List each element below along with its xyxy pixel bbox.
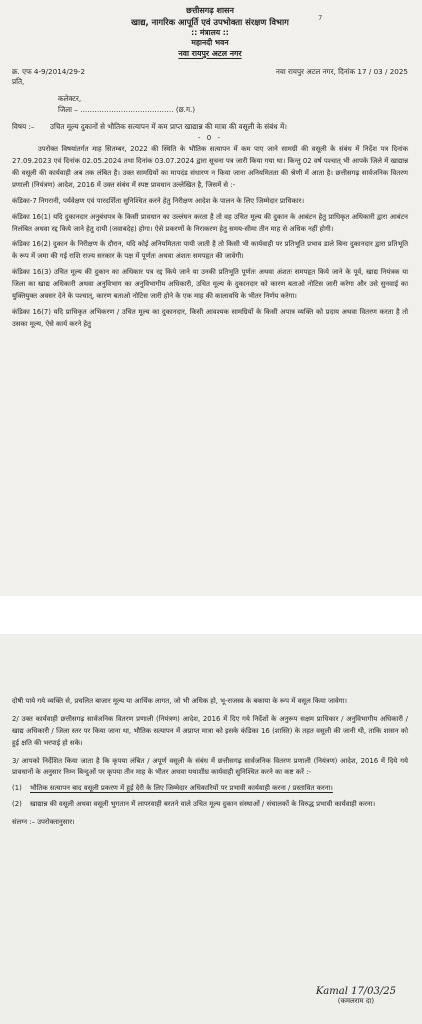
subject-block xyxy=(12,122,408,133)
header-line-4: महानदी भवन xyxy=(191,38,229,48)
paragraph-intro: उपरोक्त विषयांतर्गत माह सितम्बर, 2022 की स्थिति के भौतिक सत्यापन में कम पाए जाने सामग्री की वसूली के संबंध में निर्देश पत्र दिनांक 27.09.2023 एवं दिनांक 02.05.2024 तथा दिनांक 03.07.2024 द्वारा सूचना पत्र जारी किया गया था। किन्तु 02 वर्ष पश्चात् भी आपके जिले में खाद्यान्न की वसूली की कार्यवाही अब तक लंबित है। उक्त सामग्रियों का मापदंड संधारण न किया जाना अनियमितता की श्रेणी में आता है। छत्तीसगढ़ सार्वजनिक वितरण प्रणाली (नियंत्रण) आदेश, 2016 में उक्त संबंध में स्पष्ट प्रावधान उल्लेखित है, जिसमें से :- xyxy=(12,145,408,189)
paragraph-kandika-7: कंडिका-7 निगरानी, पर्यवेक्षण एवं पारदर्शिता सुनिश्चित करने हेतु निरीक्षण आदेश के पालन के लिए जिम्मेदार प्राधिकार। xyxy=(12,196,305,205)
letter-page-2 xyxy=(0,634,422,1024)
reference-number: क्र. एफ 4-9/2014/29-2 xyxy=(12,67,86,77)
header-line-1: छत्तीसगढ़ शासन xyxy=(186,6,234,15)
paragraph-kandika-16-3: कंडिका 16(3) उचित मूल्य की दुकान का अधिकार पत्र रद्द किये जाने या उनकी प्रतिभूति पूर्णतः अथवा अंशतः समपहृत किये जाने के पूर्व, खाद्य नियंत्रक या जिला का खाद्य अधिकारी अथवा अनुविभाग का अनुविभागीय अधिकारी, उचित मूल्य के दुकानदार को कारण बताओ नोटिस जारी करेगा और उसे सुनवाई का युक्तियुक्त अवसर देने के पश्चात्, कारण बताओ नोटिस जारी होने के एक माह की कालावधि के भीतर निर्णय करेगा। xyxy=(12,268,408,300)
signature-block xyxy=(316,986,396,1006)
header-line-5: नवा रायपुर अटल नगर xyxy=(178,48,242,58)
prati-label: प्रति, xyxy=(12,77,25,87)
paragraph-continuation: दोषी पाये गये व्यक्ति से, प्रचलित बाजार मूल्य या आर्थिक लागत, जो भी अधिक हो, भू-राजस्व के बकाया के रूप में वसूल किया जावेगा। xyxy=(12,697,347,705)
paragraph-3: 3/ आपको निर्देशित किया जाता है कि कृपया लंबित / अपूर्ण वसूली के संबंध में छत्तीसगढ़ सार्वजनिक वितरण प्रणाली (नियंत्रण) आदेश, 2016 में दिये गये प्रावधानों के अनुसार निम्न बिन्दुओं पर कृपया तीन माह के भीतर अथवा यथाशीघ्र कार्यवाही सुनिश्चित करने का कष्ट करें :- xyxy=(12,756,408,777)
paragraph-kandika-16-2: कंडिका 16(2) दुकान के निरीक्षण के दौरान, यदि कोई अनियमितता पायी जाती है तो किसी भी कार्यवाही पर प्रतिभूति प्रभाव डाले बिना दुकानदार द्वारा प्रतिभूति के रूप में जमा की गई राशि राज्य सरकार के पक्ष में पूर्णतः अथवा अंशतः समपहृत की जावेगी। xyxy=(12,240,408,261)
paragraph-2: 2/ उक्त कार्यवाही छत्तीसगढ़ सार्वजनिक वितरण प्रणाली (नियंत्रण) आदेश, 2016 में दिए गये निर्देशों के अनुरूप सक्षम प्राधिकार / अनुविभागीय अधिकारी / खाद्य अधिकारी / जिला स्तर पर किया जाना था, भौतिक सत्यापन में अप्राप्त मात्रा को इसके कंडिका 16 (शास्ति) के तहत वसूली की जानी थी, ताकि शासन को हुई क्षति की भरपाई हो सके। xyxy=(12,714,408,747)
paragraph-kandika-16-1: कंडिका 16(1) यदि दुकानदार अनुबंधपत्र के किसी प्रावधान का उल्लंघन करता है तो वह उचित मूल्य की दुकान के आबंटन हेतु प्राधिकृत अधिकारी द्वारा आबंटन निलंबित अथवा रद्द किये जाने हेतु दायी (जवाबदेह) होगा। ऐसे प्रकरणों के निराकरण हेतु समय-सीमा तीन माह से अधिक नहीं होगी। xyxy=(12,212,408,233)
subject-text: उचित मूल्य दुकानों से भौतिक सत्यापन में कम प्राप्त खाद्यान्न की मात्रा की वसूली के संबंध में। xyxy=(50,121,287,131)
corner-mark: 7 xyxy=(318,14,323,22)
page-gap xyxy=(0,596,422,634)
signatory-name: (कमलराम दा) xyxy=(337,997,375,1005)
reference-row xyxy=(12,67,408,77)
list-item-1 xyxy=(12,783,408,795)
list-item-number: (2) xyxy=(12,800,22,809)
subject-label: विषय :– xyxy=(12,121,35,131)
list-item-text: भौतिक सत्यापन बाद वसूली प्रकरण में हुई देरी के लिए जिम्मेदार अधिकारियों पर प्रभावी कार्यवाही करना / प्रस्तावित करना। xyxy=(30,784,333,793)
header-line-3: :: मंत्रालय :: xyxy=(191,28,229,38)
header-line-2: खाद्य, नागरिक आपूर्ति एवं उपभोक्ता संरक्षण विभाग xyxy=(131,16,289,27)
addressee: कलेक्टर, xyxy=(58,93,82,103)
list-item-text: खाद्यान्न की वसूली अथवा वसूली भुगतान में लापरवाही बरतने वाले उचित मूल्य दुकान संस्थाओं / संचालकों के विरुद्ध प्रभावी कार्यवाही करना। xyxy=(30,800,376,809)
signature-scribble: Kamal 17/03/25 xyxy=(315,986,396,997)
list-item-number: (1) xyxy=(12,784,22,793)
enclosure-line: संलग्न :– उपरोक्तानुसार। xyxy=(12,818,75,826)
divider: - 0 - xyxy=(198,134,222,143)
paragraph-kandika-16-7: कंडिका 16(7) यदि प्राधिकृत अभिकरण / उचित मूल्य का दुकानदार, किसी आवश्यक सामग्रियों के किसी अपात्र व्यक्ति को प्रदाय अथवा वितरण करता है तो उसका मूल्य, ऐसे कार्य करने हेतु xyxy=(12,307,408,328)
district-line: जिला – ………………………………… (छ.ग.) xyxy=(58,104,196,114)
letter-header xyxy=(12,0,408,59)
list-item-2 xyxy=(12,799,408,811)
place-date: नवा रायपुर अटल नगर, दिनांक 17 / 03 / 2025 xyxy=(275,67,408,77)
